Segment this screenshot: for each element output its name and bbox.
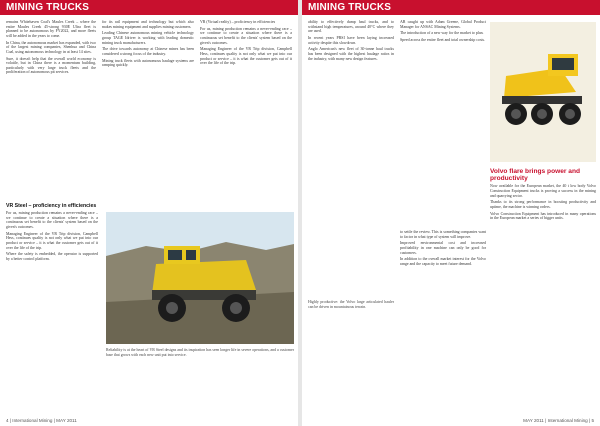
- paragraph: The introduction of a new way for the market to plan.: [400, 31, 484, 36]
- paragraph: Thanks to its strong performance in boosting productivity and uptime, the machine is winning orders.: [490, 200, 596, 209]
- paragraph: to settle the review. This is something companies want to factor in what type of system will improve.: [400, 230, 486, 239]
- section-heading: VR Steel – proficiency in efficiencies: [6, 203, 97, 209]
- article-heading: Volvo flare brings power and productivity: [490, 168, 581, 183]
- right-column-1: [308, 20, 394, 63]
- left-column-3: [200, 20, 292, 68]
- left-footer: 4 | International Mining | MAY 2011: [6, 418, 77, 423]
- right-page: [302, 0, 600, 426]
- paragraph: Volvo Construction Equipment has introduced in many operations in the European market a series of bigger units.: [490, 211, 596, 221]
- photo-caption: Reliability is at the heart of VR Steel designs and its inspiration has seen longer life in severe operations, and a customer base that grows with each new unit put into service.: [106, 348, 294, 357]
- left-page: [0, 0, 298, 426]
- mining-truck-illustration: [106, 212, 294, 344]
- paragraph: In addition to the overall market interest for the Volvo range and the capacity to meet future demand.: [400, 257, 486, 266]
- paragraph: Leading Chinese autonomous mining vehicle technology group TAGE Idriver is working with leading domestic mining truck manufacturers.: [102, 31, 194, 45]
- photo-caption: Highly productive: the Volvo large articulated hauler can be driven in mountainous terrain.: [308, 300, 394, 309]
- paragraph: ability to effectively dump haul trucks, and to withstand high temperatures, around 40°C where they are used.: [308, 20, 394, 34]
- right-section-title: MINING TRUCKS: [308, 2, 392, 13]
- articulated-hauler-photo: [490, 22, 596, 162]
- mining-truck-photo: [106, 212, 294, 344]
- right-column-3: [490, 166, 596, 223]
- paragraph: Managing Engineer of the VR Trip division, Campbell Hess, continues quality is not only what we put into our product or service – it is what the customer gets out of it over the life of the trip.: [200, 47, 292, 66]
- paragraph: AB caught up with Adam Greene, Global Product Manager for ANSAC Mining Systems.: [400, 20, 486, 29]
- right-section-band: [302, 0, 600, 15]
- paragraph: The drive towards autonomy at Chinese mines has been considered a strong focus of the industry.: [102, 47, 194, 56]
- paragraph: Mining truck fleets with autonomous haulage systems are ramping quickly.: [102, 58, 194, 68]
- paragraph: for its rail equipment and technology but which also makes mining equipment and supplies mining customers.: [102, 20, 194, 29]
- paragraph: In recent years PRSI have been laying increased activity despite this slowdown.: [308, 35, 394, 45]
- hauler-illustration: [490, 22, 596, 162]
- left-column-2: [102, 20, 194, 70]
- paragraph: Sure, it doesn't help that the overall world economy is volatile, but in China there is a momentum building, particularly with very large truck fleets and the proliferation of autonomous pit services.: [6, 56, 96, 75]
- paragraph: remains Whitehaven Coal's Maules Creek – where the entire Maules Creek 45-strong 930E Ultra fleet is planned to be autonomous by FY2022, and more fleets will be added in the years to come.: [6, 20, 96, 38]
- left-column-1: [6, 20, 96, 77]
- paragraph: VR (Virtual reality) – proficiency in efficiencies: [200, 20, 276, 24]
- paragraph: Speed across the entire fleet and total ownership costs.: [400, 38, 486, 43]
- paragraph: Anglo American's new fleet of 30-tonne haul trucks has been designed with the highest haulage ratios in the industry, with many new design features.: [308, 47, 394, 61]
- left-section-band: [0, 0, 298, 15]
- left-section: [6, 202, 98, 264]
- paragraph: Improved environmental cost and increased profitability in one machine can only be good for customers.: [400, 241, 486, 255]
- left-section-title: MINING TRUCKS: [6, 2, 90, 13]
- paragraph: Now available for the European market, the 40 t low body Volvo Construction Equipment trucks is proving a success in the mining and quarrying sector.: [490, 184, 596, 198]
- paragraph: In China, the autonomous market has expanded, with two of the largest mining companies, Shenhua and China Coal, using autonomous technology in at least 14 sites.: [6, 40, 96, 54]
- right-column-4: [400, 230, 486, 269]
- right-column-2: [400, 20, 486, 45]
- paragraph: Where the safety is embedded, the operator is supported by a better control platform.: [6, 252, 98, 262]
- paragraph: For us, mining production remains a never-ending race – we continue to create a situation where there is a continuous set benefit to the clients' system based on the given's outcomes.: [200, 26, 292, 45]
- paragraph: Managing Engineer of the VR Trip division, Campbell Hess, continues quality is not only what we put into our product or service – it is what the customer gets out of it over the life of the trip.: [6, 231, 98, 250]
- paragraph: For us, mining production remains a never-ending race – we continue to create a situation where there is a continuous set benefit to the clients' system based on the given's outcomes.: [6, 211, 98, 230]
- right-footer: MAY 2011 | International Mining | 5: [523, 418, 594, 423]
